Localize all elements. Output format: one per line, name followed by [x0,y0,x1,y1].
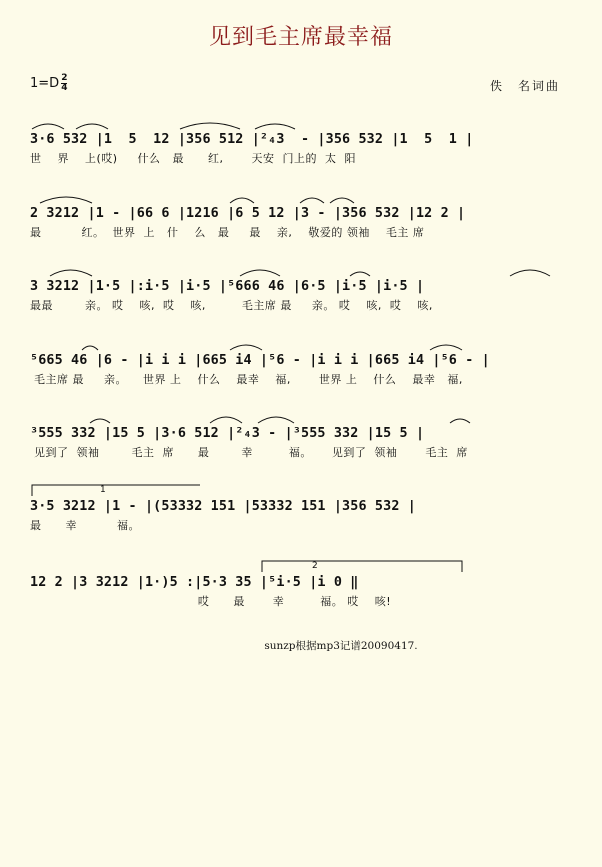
score-row-7 [30,561,560,622]
score-row-2 [30,203,560,253]
volta-1-label: 1 [100,485,106,495]
time-signature-denominator: 4 [61,83,68,93]
lyrics-row: 毛主席 最 亲。 世界 上 什么 最幸 福, 世界 上 什么 最幸 福, [30,373,463,386]
notation-row: ³555 332 |15 5 |3·6 512 |²₄3 - |³555 332 |15 5 | [30,426,425,441]
notation-row: 3·6 532 |1 5 12 |356 512 |²₄3 - |356 532 |1 5 1 | [30,132,474,147]
time-signature [61,74,67,93]
lyrics-row: 最最 亲。 哎 咳, 哎 咳, 毛主席 最 亲。 哎 咳, 哎 咳, [30,299,433,312]
lyrics-row: 世 界 上(哎) 什么 最 红, 天安 门上的 太 阳 [30,152,356,165]
transcription-note: sunzp根据mp3记谱20090417. [264,640,418,652]
lyrics-row: 最 红。 世界 上 什 么 最 最 亲, 敬爱的 领袖 毛主 席 [30,226,425,239]
key-label: 1=D [30,76,60,91]
notation-row: 3·5 3212 |1 - |(53332 151 |53332 151 |356 532 | [30,499,416,514]
key-signature [30,74,67,93]
lyrics-row: 最 幸 福。 [30,519,140,532]
volta-2-label: 2 [312,561,318,571]
song-title: 见到毛主席最幸福 [208,25,393,50]
lyrics-row: 见到了 领袖 毛主 席 最 幸 福。 见到了 领袖 毛主 席 [30,446,468,459]
score-row-3 [30,276,560,326]
score-row-4 [30,350,560,400]
score-row-6 [30,485,560,546]
time-signature-numerator: 2 [61,73,68,83]
notation-row: 2 3212 |1 - |66 6 |1216 |6 5 12 |3 - |356 532 |12 2 | [30,206,466,221]
lyrics-row: 哎 最 幸 福。 哎 咳! [30,595,392,608]
score-row-1 [30,129,560,179]
credit-line: 佚 名词曲 [489,79,560,93]
notation-row: ⁵665 46 |6 - |i i i |665 i4 |⁵6 - |i i i |665 i4 |⁵6 - | [30,353,490,368]
notation-row: 3 3212 |1·5 |:i·5 |i·5 |⁵666 46 |6·5 |i·5 |i·5 | [30,279,425,294]
notation-row: 12 2 |3 3212 |1·)5 :|5·3 35 |⁵i·5 |i 0 ‖ [30,575,359,590]
score-row-5 [30,423,560,473]
